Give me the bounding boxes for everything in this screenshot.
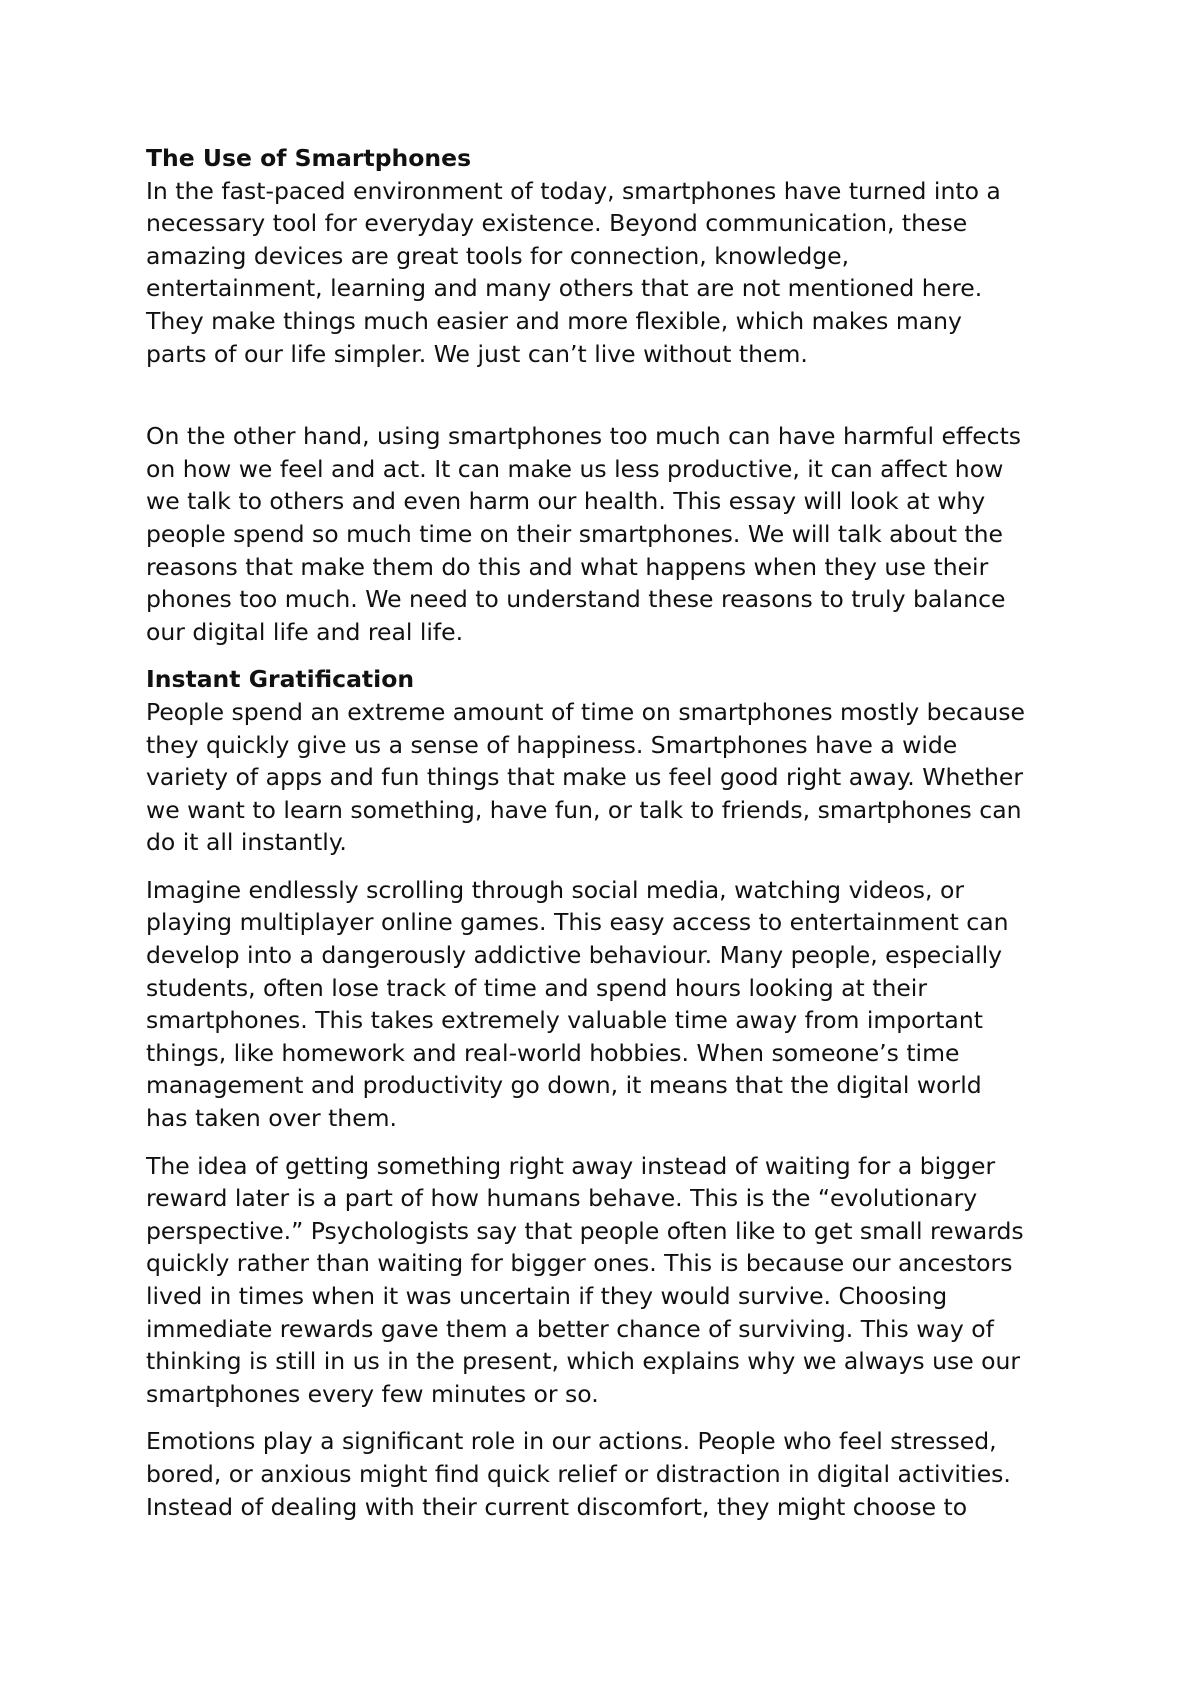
document-body — [146, 142, 1086, 1523]
paragraph-spacer — [146, 648, 1086, 663]
paragraph-spacer — [146, 1410, 1086, 1425]
section-heading: Instant Gratification — [146, 665, 415, 694]
section-paragraph: The idea of getting something right away instead of waiting for a bigger reward later is a part of how humans behave. This is the “evolutionary perspective.” Psychologists say that people often like to get small rewards quickly rather than waiting for bigger ones. This is because our ancestors lived in times when it was uncertain if they would survive. Choosing immediate rewards gave them a better chance of surviving. This way of thinking is still in us in the present, which explains why we always use our smartphones every few minutes or so. — [146, 1151, 1024, 1408]
document-title: The Use of Smartphones — [146, 144, 472, 172]
second-paragraph: On the other hand, using smartphones too much can have harmful effects on how we feel and act. It can make us less productive, it can affect how we talk to others and even harm our health. This essay will look at why people spend so much time on their smartphones. We will talk about the reasons that make them do this and what happens when they use their phones too much. We need to understand these reasons to truly balance our digital life and real life. — [146, 422, 1022, 646]
section-paragraph: People spend an extreme amount of time on smartphones mostly because they quickly give us a sense of happiness. Smartphones have a wide variety of apps and fun things that make us feel good right away. Whether we want to learn something, have fun, or talk to friends, smartphones can do it all instantly. — [146, 697, 1025, 857]
section-paragraph: Imagine endlessly scrolling through social media, watching videos, or playing multiplayer online games. This easy access to entertainment can develop into a dangerously addictive behaviour. Many people, especially students, often lose track of time and spend hours looking at their smartphones. This takes extremely valuable time away from important things, like homework and real-world hobbies. When someone’s time management and productivity go down, it means that the digital world has taken over them. — [146, 875, 1009, 1133]
intro-paragraph: In the fast-paced environment of today, smartphones have turned into a necessary tool for everyday existence. Beyond communication, these amazing devices are great tools for connection, knowledge, entertainment, learning and many others that are not mentioned here. They make things much easier and more flexible, which makes many parts of our life simpler. We just can’t live without them. — [146, 176, 1001, 368]
paragraph-spacer — [146, 1135, 1086, 1150]
section-paragraph: Emotions play a significant role in our actions. People who feel stressed, bored, or anxious might find quick relief or distraction in digital activities. Instead of dealing with their current discomfort, they might choose to — [146, 1427, 1011, 1521]
paragraph-spacer — [146, 370, 1086, 420]
paragraph-spacer — [146, 859, 1086, 874]
